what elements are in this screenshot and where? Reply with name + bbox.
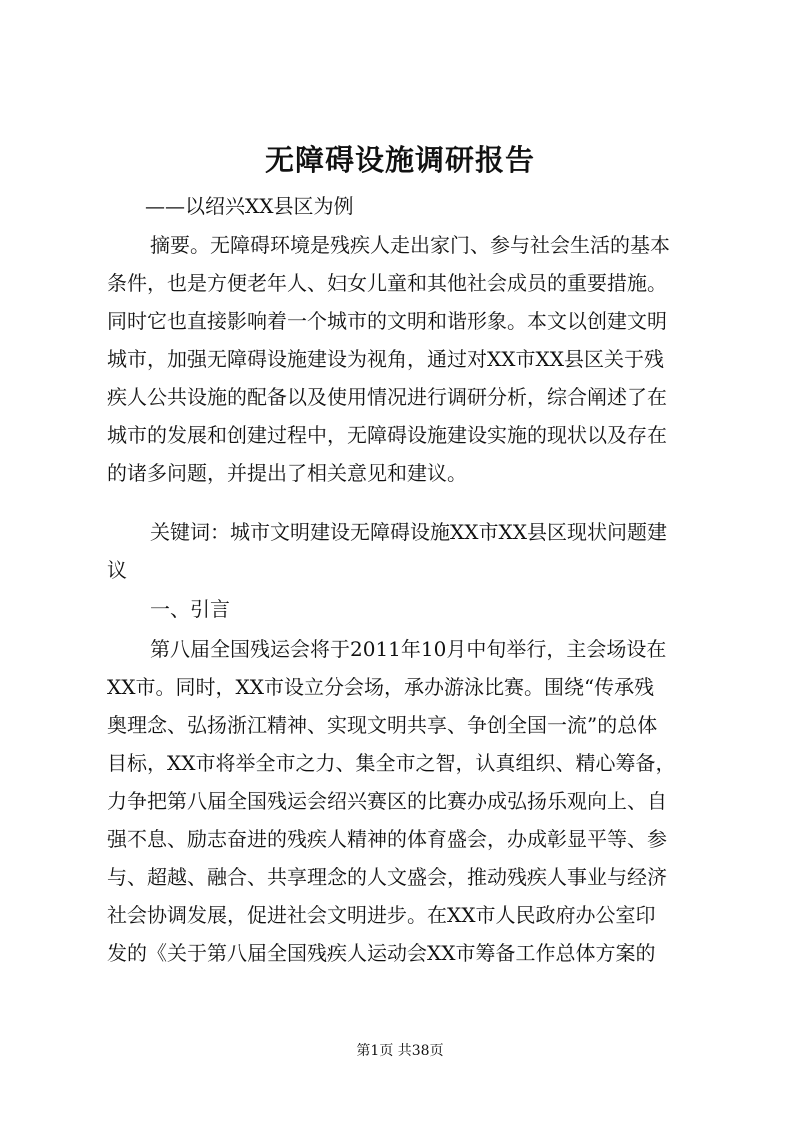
body-line: 城市的发展和创建过程中，无障碍设施建设实施的现状以及存在 (107, 423, 667, 447)
body-line: 的诸多问题，并提出了相关意见和建议。 (107, 461, 467, 485)
keywords-line: 关键词：城市文明建设无障碍设施XX市XX县区现状问题建 (150, 520, 667, 544)
body-line: 同时它也直接影响着一个城市的文明和谐形象。本文以创建文明 (107, 309, 667, 333)
body-line: 奥理念、弘扬浙江精神、实现文明共享、争创全国一流”的总体 (107, 713, 658, 737)
body-line: 第八届全国残运会将于2011年10月中旬举行，主会场设在 (150, 637, 667, 661)
body-line: 目标，XX市将举全市之力、集全市之智，认真组织、精心筹备， (107, 751, 676, 775)
body-line: 摘要。无障碍环境是残疾人走出家门、参与社会生活的基本 (150, 233, 670, 257)
body-line: 条件，也是方便老年人、妇女儿童和其他社会成员的重要措施。 (107, 271, 667, 295)
body-line: 疾人公共设施的配备以及使用情况进行调研分析，综合阐述了在 (107, 385, 667, 409)
body-line: 强不息、励志奋进的残疾人精神的体育盛会，办成彰显平等、参 (107, 827, 667, 851)
section-heading: 一、引言 (150, 597, 230, 621)
document-subtitle: ——以绍兴XX县区为例 (145, 194, 354, 218)
body-line: 与、超越、融合、共享理念的人文盛会，推动残疾人事业与经济 (107, 865, 667, 889)
body-line: XX市。同时，XX市设立分会场，承办游泳比赛。围绕“传承残 (107, 675, 655, 699)
page-number: 第1页 共38页 (356, 1043, 444, 1059)
document-title: 无障碍设施调研报告 (264, 143, 535, 177)
body-line: 力争把第八届全国残运会绍兴赛区的比赛办成弘扬乐观向上、自 (107, 789, 667, 813)
keywords-line: 议 (107, 558, 127, 582)
body-line: 社会协调发展，促进社会文明进步。在XX市人民政府办公室印 (107, 903, 656, 927)
body-line: 城市，加强无障碍设施建设为视角，通过对XX市XX县区关于残 (107, 347, 664, 371)
body-line: 发的《关于第八届全国残疾人运动会XX市筹备工作总体方案的 (107, 941, 656, 965)
